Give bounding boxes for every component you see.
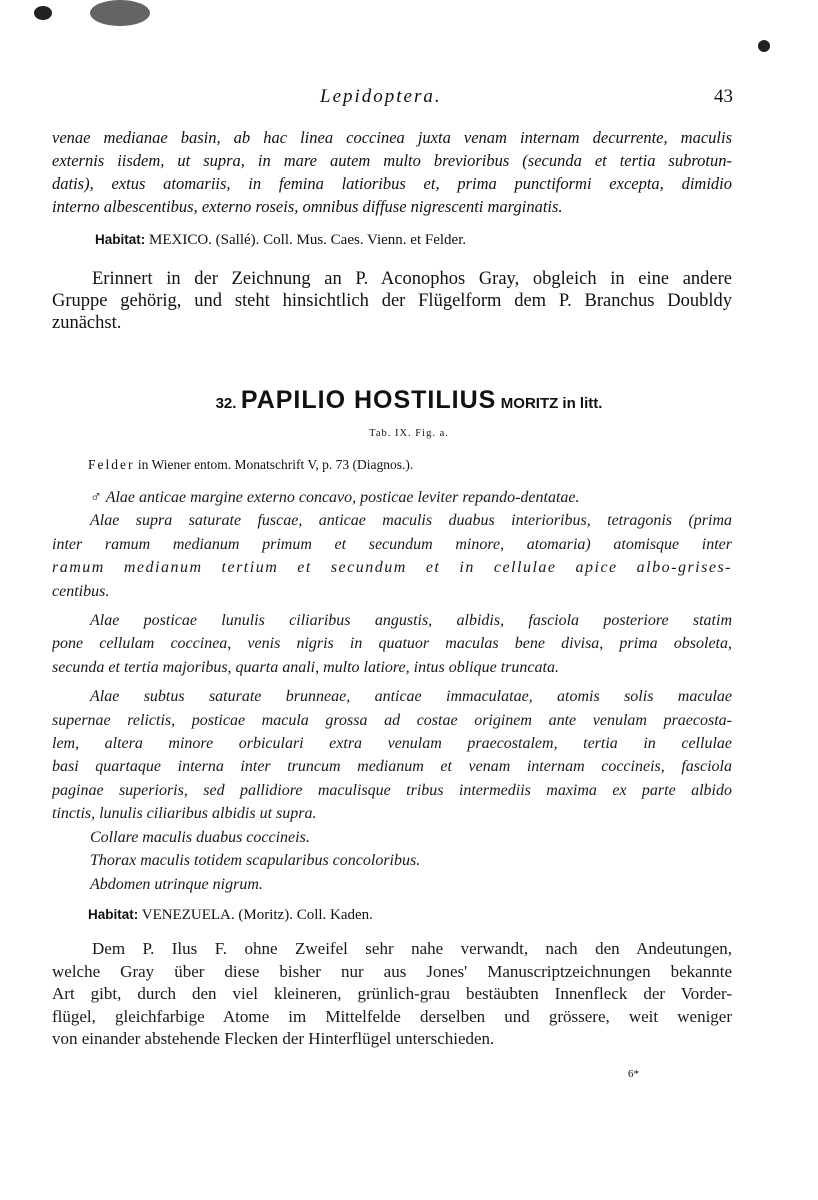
species-number: 32. [215,395,237,412]
description-line: paginae superioris, sed pallidiore maculisque tribus intermediis maxima ex parte albido [52,781,732,799]
habitat-line [88,907,373,924]
german-paragraph [52,268,732,334]
species-heading [0,386,818,415]
species-name: PAPILIO HOSTILIUS [240,386,497,414]
habitat-label: Habitat: [95,232,146,247]
description-line: Abdomen utrinque nigrum. [90,875,263,893]
habitat-text: VENEZUELA. (Moritz). Coll. Kaden. [141,907,373,923]
ink-blot [90,0,150,26]
description-line: basi quartaque interna inter truncum medianum et venam internam coccineis, fasciola [52,758,732,776]
text-line: Dem P. Ilus F. ohne Zweifel sehr nahe verwandt, nach den Andeutungen, [92,939,732,958]
description-line: secunda et tertia majoribus, quarta anali, multo latiore, intus oblique truncata. [52,658,559,676]
signature-mark: 6* [628,1068,639,1080]
description-line: centibus. [52,582,110,600]
running-header [0,86,818,110]
ink-blot [34,6,52,20]
literature-reference [88,457,413,473]
description-line: ramum medianum tertium et secundum et in cellulae apice albo-grises- [52,559,732,577]
text-line: Art gibt, durch den viel kleineren, grünlich-grau bestäubten Innenfleck der Vorder- [52,984,732,1003]
description-line: inter ramum medianum primum et secundum minore, atomaria) atomisque inter [52,535,732,553]
description-line: ♂ Alae anticae margine externo concavo, posticae leviter repando-dentatae. [90,489,580,506]
description-line: Alae subtus saturate brunneae, anticae immaculatae, atomis solis maculae [90,688,732,706]
description-line: Thorax maculis totidem scapularibus concoloribus. [90,852,421,870]
description-line: supernae relictis, posticae macula grossa ad costae originem ante venulam praecosta- [52,711,732,729]
text-line: venae medianae basin, ab hac linea coccinea juxta venam internam decurrente, maculis [52,128,732,147]
text-line: flügel, gleichfarbige Atome im Mittelfelde derselben und grössere, weit weniger [52,1006,732,1026]
text-line: welche Gray über diese bisher nur aus Jones' Manuscriptzeichnungen bekannte [52,961,732,981]
description-line: Alae supra saturate fuscae, anticae maculis duabus interioribus, tetragonis (prima [90,512,732,530]
habitat-text: MEXICO. (Sallé). Coll. Mus. Caes. Vienn. et Felder. [149,232,467,248]
plate-reference: Tab. IX. Fig. a. [369,428,449,439]
page-number: 43 [714,86,733,107]
description-line: tinctis, lunulis ciliaribus albidis ut supra. [52,805,317,823]
reference-author: Felder [88,457,135,472]
text-line: externis iisdem, ut supra, in mare autem multo brevioribus (secunda et tertia subrotun- [52,151,732,170]
species-description [52,486,732,896]
text-line: Gruppe gehörig, und steht hinsichtlich der Flügelform dem P. Branchus Doubldy [52,291,732,311]
species-author: MORITZ in litt. [500,395,603,412]
text-line: interno albescentibus, externo roseis, omnibus diffuse nigrescenti marginatis. [52,197,563,216]
running-title: Lepidoptera. [320,86,442,107]
text-line: zunächst. [52,313,122,333]
description-line: Alae posticae lunulis ciliaribus angustis, albidis, fasciola posteriore statim [90,612,732,630]
text-line: Erinnert in der Zeichnung an P. Aconophos Gray, obgleich in eine andere [92,269,732,289]
description-line: Collare maculis duabus coccineis. [90,828,310,846]
description-line: lem, altera minore orbiculari extra venulam praecostalem, tertia in cellulae [52,735,732,753]
text-line: von einander abstehende Flecken der Hinterflügel unterschieden. [52,1029,495,1048]
german-paragraph [52,938,732,1051]
description-line: pone cellulam coccinea, venis nigris in quatuor maculas bene divisa, prima obsoleta, [52,635,732,653]
latin-continuation [52,126,732,218]
ink-blot [758,40,770,52]
reference-text: in Wiener entom. Monatschrift V, p. 73 (Diagnos.). [137,457,414,472]
habitat-label: Habitat: [88,907,139,922]
habitat-line [95,232,466,249]
text-line: datis), extus atomariis, in femina latioribus et, prima punctiformi excepta, dimidio [52,174,732,193]
